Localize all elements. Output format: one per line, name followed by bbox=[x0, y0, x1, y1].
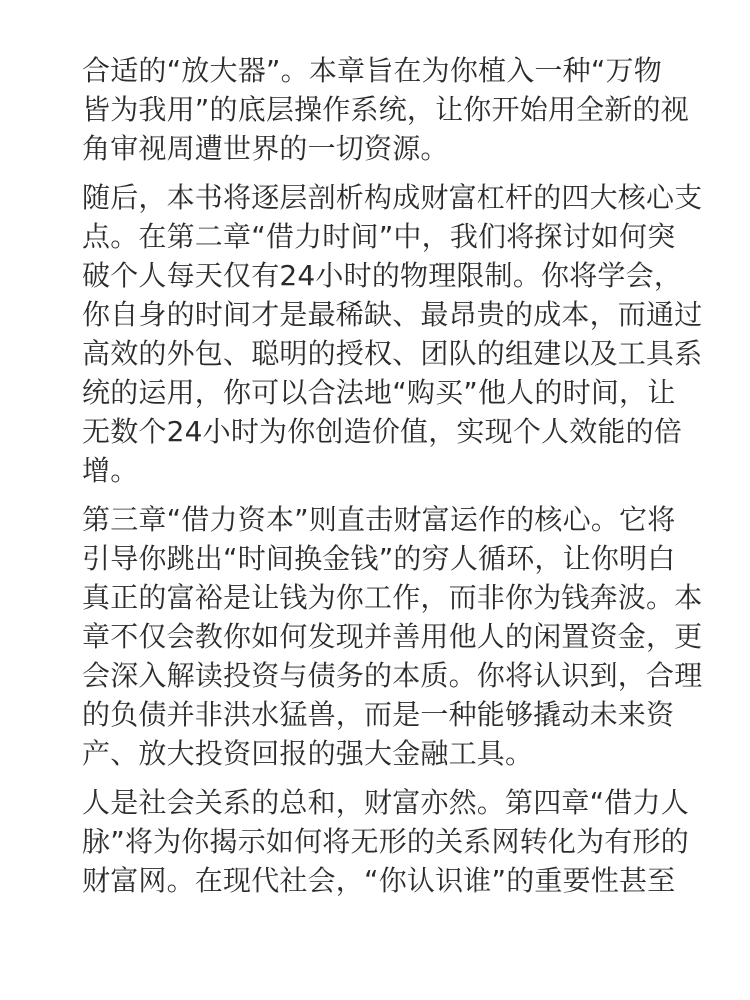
text-line: 皆为我用”的底层操作系统，让你开始用全新的视 bbox=[82, 93, 689, 126]
text-line: 的负债并非洪水猛兽，而是一种能够撬动未来资 bbox=[82, 698, 675, 731]
text-line: 破个人每天仅有24小时的物理限制。你将学会， bbox=[82, 259, 683, 292]
text-line: 高效的外包、聪明的授权、团队的组建以及工具系 bbox=[82, 337, 703, 370]
text-line: 会深入解读投资与债务的本质。你将认识到，合理 bbox=[82, 659, 703, 692]
text-line: 财富网。在现代社会，“你认识谁”的重要性甚至 bbox=[82, 864, 676, 897]
text-line: 点。在第二章“借力时间”中，我们将探讨如何突 bbox=[82, 220, 676, 253]
text-line: 随后，本书将逐层剖析构成财富杠杆的四大核心支 bbox=[82, 181, 703, 214]
text-line: 合适的“放大器”。本章旨在为你植入一种“万物 bbox=[82, 54, 662, 87]
text-line: 真正的富裕是让钱为你工作，而非你为钱奔波。本 bbox=[82, 581, 703, 614]
paragraph-3 bbox=[82, 500, 703, 773]
text-line: 章不仅会教你如何发现并善用他人的闲置资金，更 bbox=[82, 620, 703, 653]
text-line: 你自身的时间才是最稀缺、最昂贵的成本，而通过 bbox=[82, 298, 703, 331]
text-line: 第三章“借力资本”则直击财富运作的核心。它将 bbox=[82, 503, 676, 536]
paragraph-2 bbox=[82, 178, 703, 490]
text-line: 增。 bbox=[82, 454, 139, 487]
text-line: 脉”将为你揭示如何将无形的关系网转化为有形的 bbox=[82, 825, 689, 858]
paragraph-1 bbox=[82, 51, 689, 168]
text-line: 人是社会关系的总和，财富亦然。第四章“借力人 bbox=[82, 786, 689, 819]
text-line: 角审视周遭世界的一切资源。 bbox=[82, 132, 449, 165]
paragraph-4 bbox=[82, 783, 689, 900]
text-line: 统的运用，你可以合法地“购买”他人的时间，让 bbox=[82, 376, 676, 409]
text-line: 引导你跳出“时间换金钱”的穷人循环，让你明白 bbox=[82, 542, 676, 575]
text-line: 产、放大投资回报的强大金融工具。 bbox=[82, 737, 534, 770]
text-line: 无数个24小时为你创造价值，实现个人效能的倍 bbox=[82, 415, 683, 448]
